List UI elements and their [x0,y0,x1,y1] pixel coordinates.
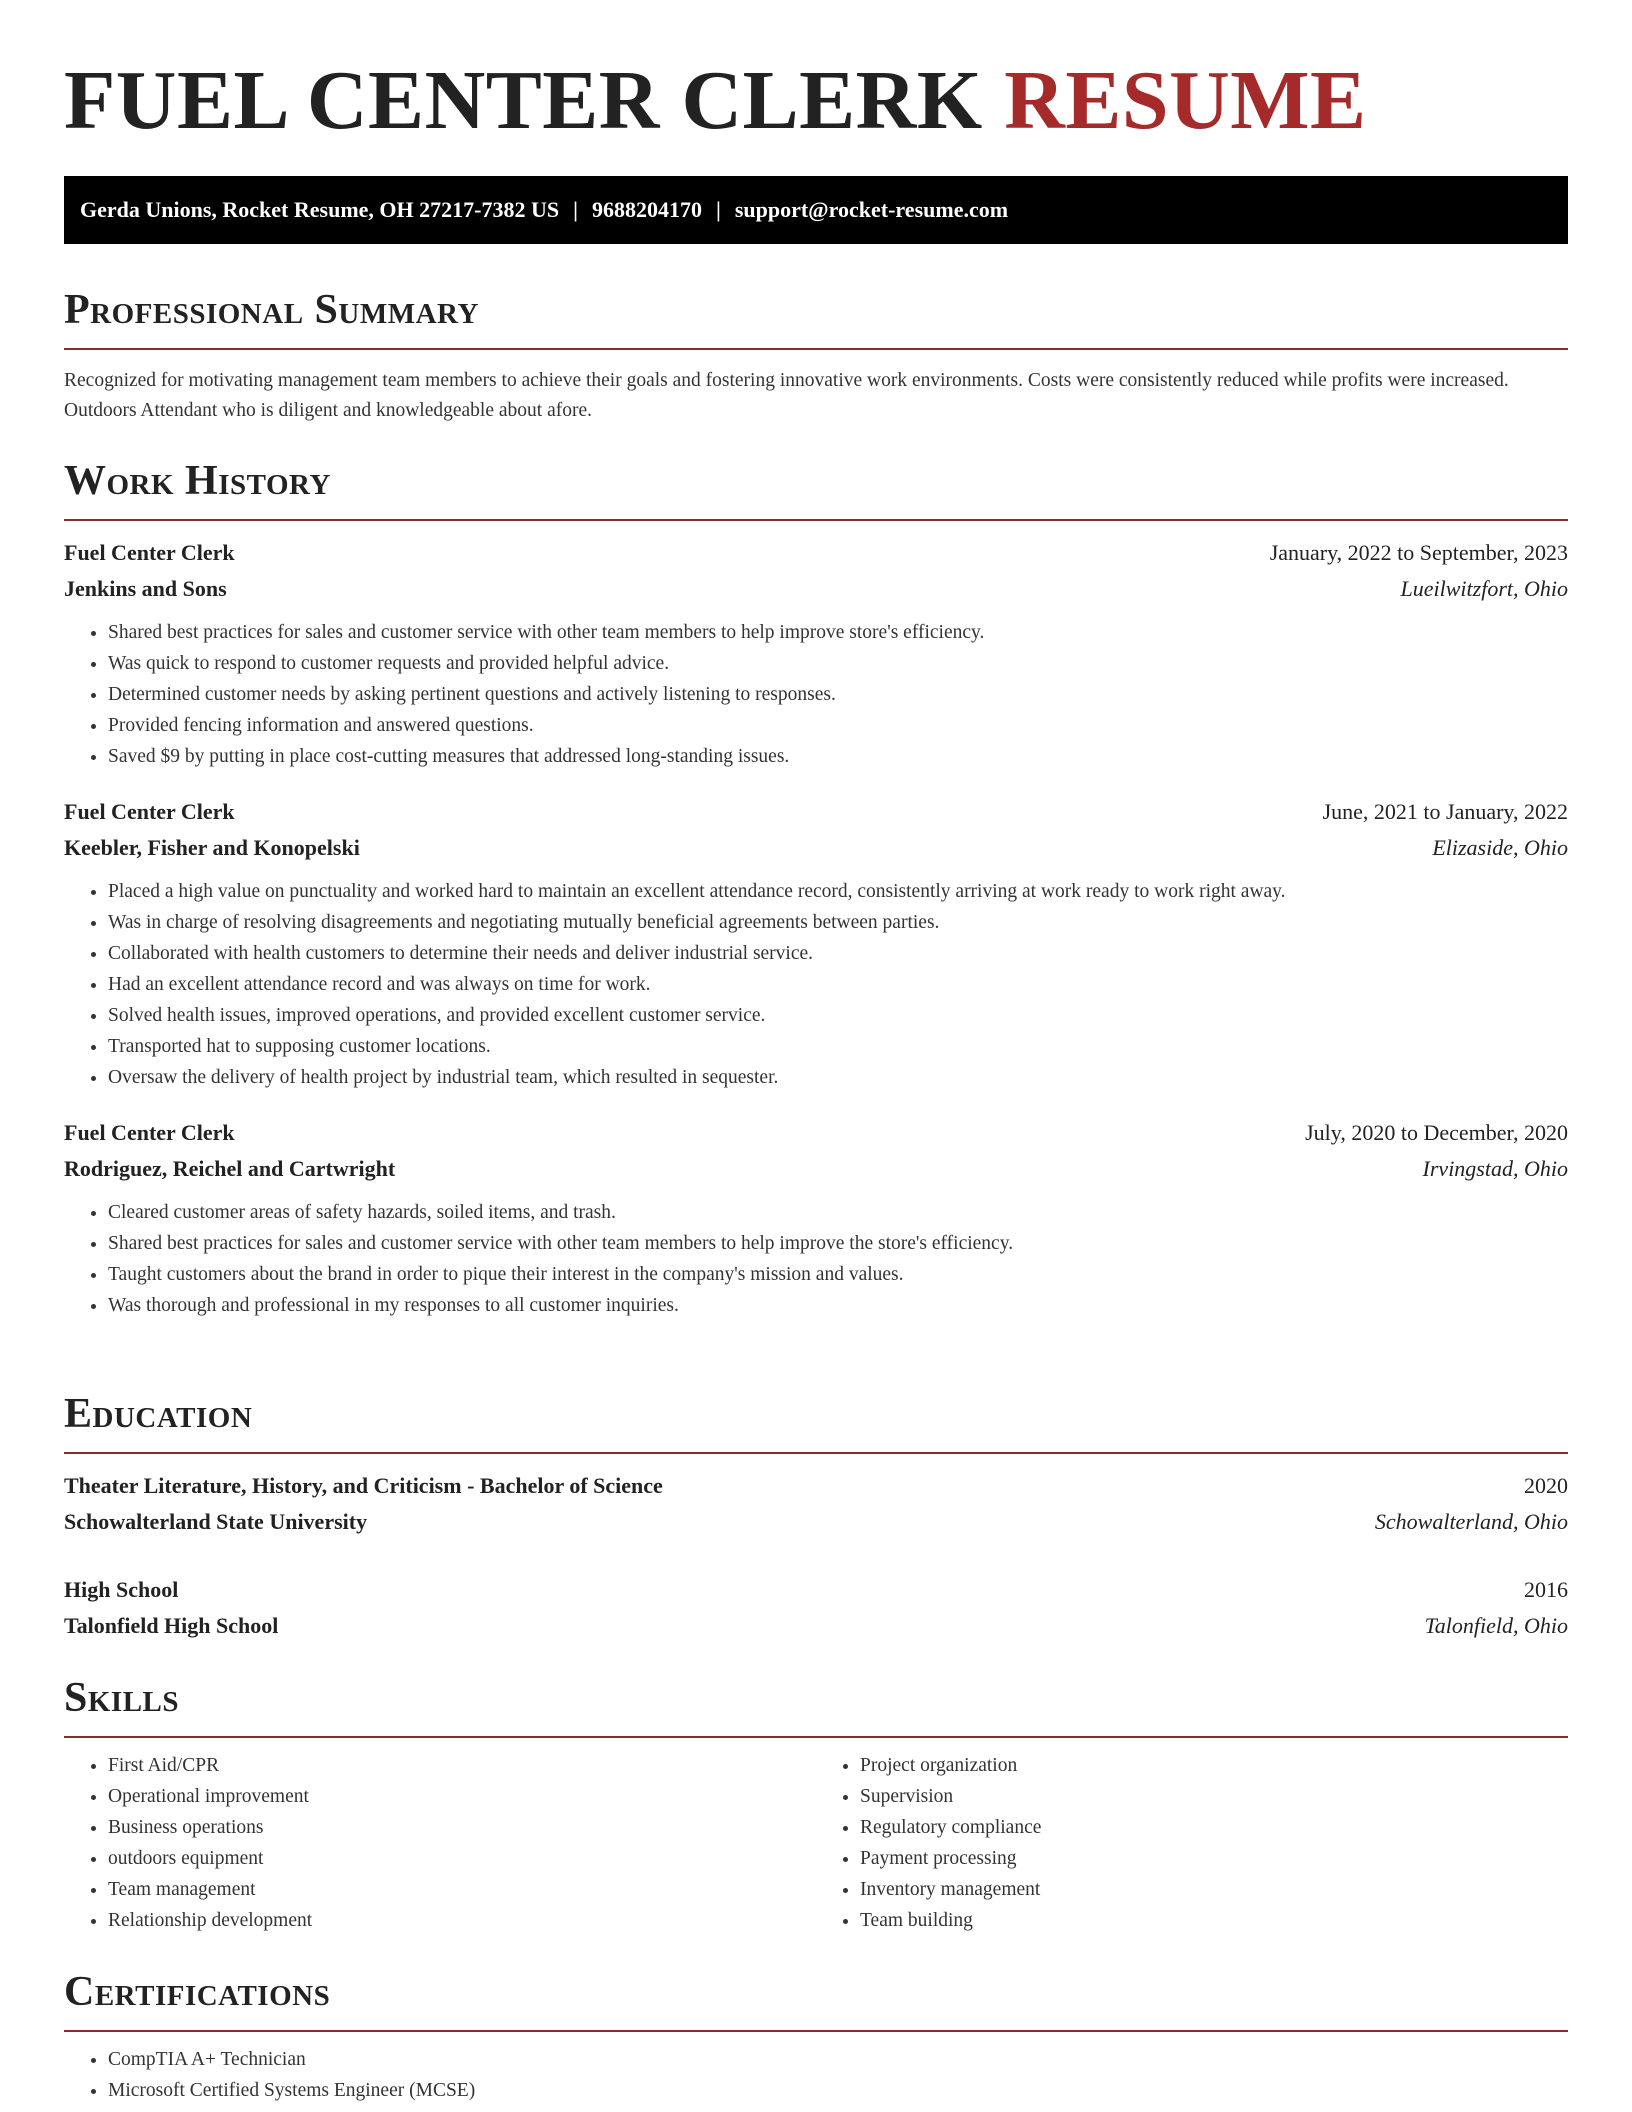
job-bullets [64,617,1568,772]
job-title: Fuel Center Clerk [64,1120,235,1145]
skills-heading: Skills [64,1672,1568,1738]
contact-separator: | [715,197,721,222]
job-bullet: • Provided fencing information and answered questions. [108,710,1568,741]
job-entry [64,535,1568,772]
job-bullet: • Collaborated with health customers to determine their needs and deliver industrial service. [108,938,1568,969]
job-bullet: • Shared best practices for sales and customer service with other team members to help improve the store's efficiency. [108,1228,1568,1259]
summary-text: Recognized for motivating management team members to achieve their goals and fostering innovative work environments. Costs were consistently reduced while profits were increased. Outdoors Attendant who is diligent and knowledgeable about afore. [64,370,1509,421]
job-bullet: • Had an excellent attendance record and was always on time for work. [108,969,1568,1000]
job-header-row [64,794,1568,830]
education-year: 2016 [1524,1577,1568,1602]
skill-item: • Regulatory compliance [860,1812,1568,1843]
job-bullet: • Saved $9 by putting in place cost-cutting measures that addressed long-standing issues. [108,741,1568,772]
resume-title [64,0,1568,176]
skill-item: • First Aid/CPR [108,1750,816,1781]
certifications-heading: Certifications [64,1966,1568,2032]
work-section [64,455,1568,1321]
job-title: Fuel Center Clerk [64,540,235,565]
certification-item: • CompTIA A+ Technician [108,2044,1568,2075]
education-entry [64,1572,1568,1644]
education-location: Schowalterland, Ohio [1374,1509,1568,1534]
job-location: Irvingstad, Ohio [1422,1156,1568,1181]
job-bullet: • Cleared customer areas of safety hazards, soiled items, and trash. [108,1197,1568,1228]
education-degree: High School [64,1577,179,1602]
job-bullets [64,1197,1568,1321]
job-company-row [64,1151,1568,1187]
skill-item: • Payment processing [860,1843,1568,1874]
job-bullet: • Shared best practices for sales and customer service with other team members to help improve store's efficiency. [108,617,1568,648]
skills-left-column [64,1750,816,1936]
job-bullet: • Oversaw the delivery of health project by industrial team, which resulted in sequester. [108,1062,1568,1093]
contact-email[interactable]: support@rocket-resume.com [734,197,1009,222]
education-degree-row [64,1572,1568,1608]
certifications-section [64,1966,1568,2106]
certifications-list [64,2044,1568,2106]
job-bullet: • Was in charge of resolving disagreements and negotiating mutually beneficial agreements between parties. [108,907,1568,938]
job-dates: January, 2022 to September, 2023 [1269,540,1568,565]
work-heading: Work History [64,455,1568,521]
skill-item: • outdoors equipment [108,1843,816,1874]
education-degree: Theater Literature, History, and Criticism - Bachelor of Science [64,1473,663,1498]
contact-phone[interactable]: 9688204170 [591,197,702,222]
job-dates: July, 2020 to December, 2020 [1305,1120,1568,1145]
skill-item: • Relationship development [108,1905,816,1936]
education-school-row [64,1504,1568,1540]
job-bullet: • Was thorough and professional in my responses to all customer inquiries. [108,1290,1568,1321]
education-entry [64,1468,1568,1540]
education-school-row [64,1608,1568,1644]
job-header-row [64,535,1568,571]
education-location: Talonfield, Ohio [1424,1613,1568,1638]
skill-item: • Supervision [860,1781,1568,1812]
skills-columns [64,1750,1568,1936]
resume-page [64,0,1568,2101]
skill-item: • Operational improvement [108,1781,816,1812]
education-school: Talonfield High School [64,1613,279,1638]
skills-section [64,1672,1568,1936]
job-dates: June, 2021 to January, 2022 [1322,799,1568,824]
education-degree-row [64,1468,1568,1504]
job-company-row [64,830,1568,866]
job-bullets [64,876,1568,1093]
education-heading: Education [64,1388,1568,1454]
job-bullet: • Solved health issues, improved operations, and provided excellent customer service. [108,1000,1568,1031]
skill-item: • Inventory management [860,1874,1568,1905]
skill-item: • Project organization [860,1750,1568,1781]
contact-bar [64,176,1568,244]
skill-item: • Team building [860,1905,1568,1936]
job-bullet: • Transported hat to supposing customer locations. [108,1031,1568,1062]
job-header-row [64,1115,1568,1151]
skill-item: • Team management [108,1874,816,1905]
job-title: Fuel Center Clerk [64,799,235,824]
job-company-row [64,571,1568,607]
title-main: FUEL CENTER CLERK [64,54,983,147]
summary-section [64,284,1568,426]
job-bullet: • Determined customer needs by asking pertinent questions and actively listening to responses. [108,679,1568,710]
certification-item: • Microsoft Certified Systems Engineer (MCSE) [108,2075,1568,2106]
skills-right-column [816,1750,1568,1936]
job-bullet: • Placed a high value on punctuality and worked hard to maintain an excellent attendance record, consistently arriving at work ready to work right away. [108,876,1568,907]
job-company: Keebler, Fisher and Konopelski [64,835,360,860]
title-accent: RESUME [1004,54,1367,147]
contact-separator: | [573,197,578,222]
job-bullet: • Was quick to respond to customer requests and provided helpful advice. [108,648,1568,679]
job-entry [64,794,1568,1093]
job-company: Jenkins and Sons [64,576,227,601]
contact-address: Gerda Unions, Rocket Resume, OH 27217-7382 US [80,197,560,222]
education-school: Schowalterland State University [64,1509,368,1534]
job-entry [64,1115,1568,1321]
job-company: Rodriguez, Reichel and Cartwright [64,1156,396,1181]
job-bullet: • Taught customers about the brand in order to pique their interest in the company's mission and values. [108,1259,1568,1290]
skill-item: • Business operations [108,1812,816,1843]
summary-heading: Professional Summary [64,284,1568,350]
education-year: 2020 [1524,1473,1568,1498]
education-section [64,1388,1568,1644]
job-location: Elizaside, Ohio [1432,835,1568,860]
job-location: Lueilwitzfort, Ohio [1400,576,1568,601]
